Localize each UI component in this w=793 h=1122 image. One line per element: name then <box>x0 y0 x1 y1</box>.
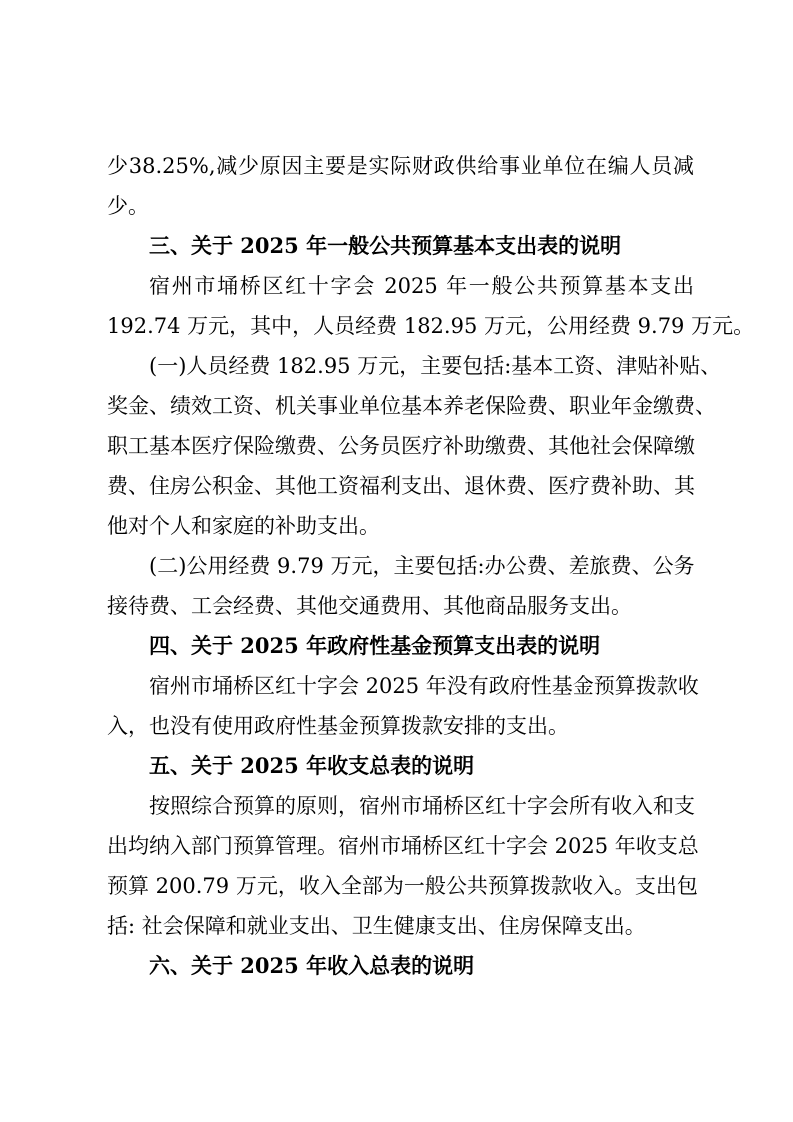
section-heading: 五、关于 2025 年收支总表的说明 <box>149 753 475 778</box>
paragraph-line: 预算 200.79 万元，收入全部为一般公共预算拨款收入。支出包 <box>107 874 698 898</box>
paragraph-line: 他对个人和家庭的补助支出。 <box>107 514 380 538</box>
paragraph-line: 费、住房公积金、其他工资福利支出、退休费、医疗费补助、其 <box>107 474 695 498</box>
paragraph-line: 入，也没有使用政府性基金预算拨款安排的支出。 <box>107 714 569 738</box>
paragraph-line: 少。 <box>107 194 149 218</box>
section-heading: 四、关于 2025 年政府性基金预算支出表的说明 <box>149 633 601 658</box>
paragraph-line: (一)人员经费 182.95 万元，主要包括:基本工资、津贴补贴、 <box>149 354 722 378</box>
paragraph-line: 按照综合预算的原则，宿州市埇桥区红十字会所有收入和支 <box>149 794 695 818</box>
paragraph-line: 宿州市埇桥区红十字会 2025 年一般公共预算基本支出 <box>149 274 694 298</box>
paragraph-line: 192.74 万元，其中，人员经费 182.95 万元，公用经费 9.79 万元。 <box>107 314 755 338</box>
paragraph-line: 括: 社会保障和就业支出、卫生健康支出、住房保障支出。 <box>107 914 646 938</box>
paragraph-line: 接待费、工会经费、其他交通费用、其他商品服务支出。 <box>107 594 632 618</box>
paragraph-line: (二)公用经费 9.79 万元，主要包括:办公费、差旅费、公务 <box>149 554 695 578</box>
paragraph-line: 职工基本医疗保险缴费、公务员医疗补助缴费、其他社会保障缴 <box>107 434 695 458</box>
paragraph-line: 出均纳入部门预算管理。宿州市埇桥区红十字会 2025 年收支总 <box>107 834 699 858</box>
paragraph-line: 少38.25%,减少原因主要是实际财政供给事业单位在编人员减 <box>107 154 694 178</box>
paragraph-line: 宿州市埇桥区红十字会 2025 年没有政府性基金预算拨款收 <box>149 674 699 698</box>
paragraph-line: 奖金、绩效工资、机关事业单位基本养老保险费、职业年金缴费、 <box>107 394 716 418</box>
section-heading: 六、关于 2025 年收入总表的说明 <box>149 953 475 978</box>
section-heading: 三、关于 2025 年一般公共预算基本支出表的说明 <box>149 233 622 258</box>
